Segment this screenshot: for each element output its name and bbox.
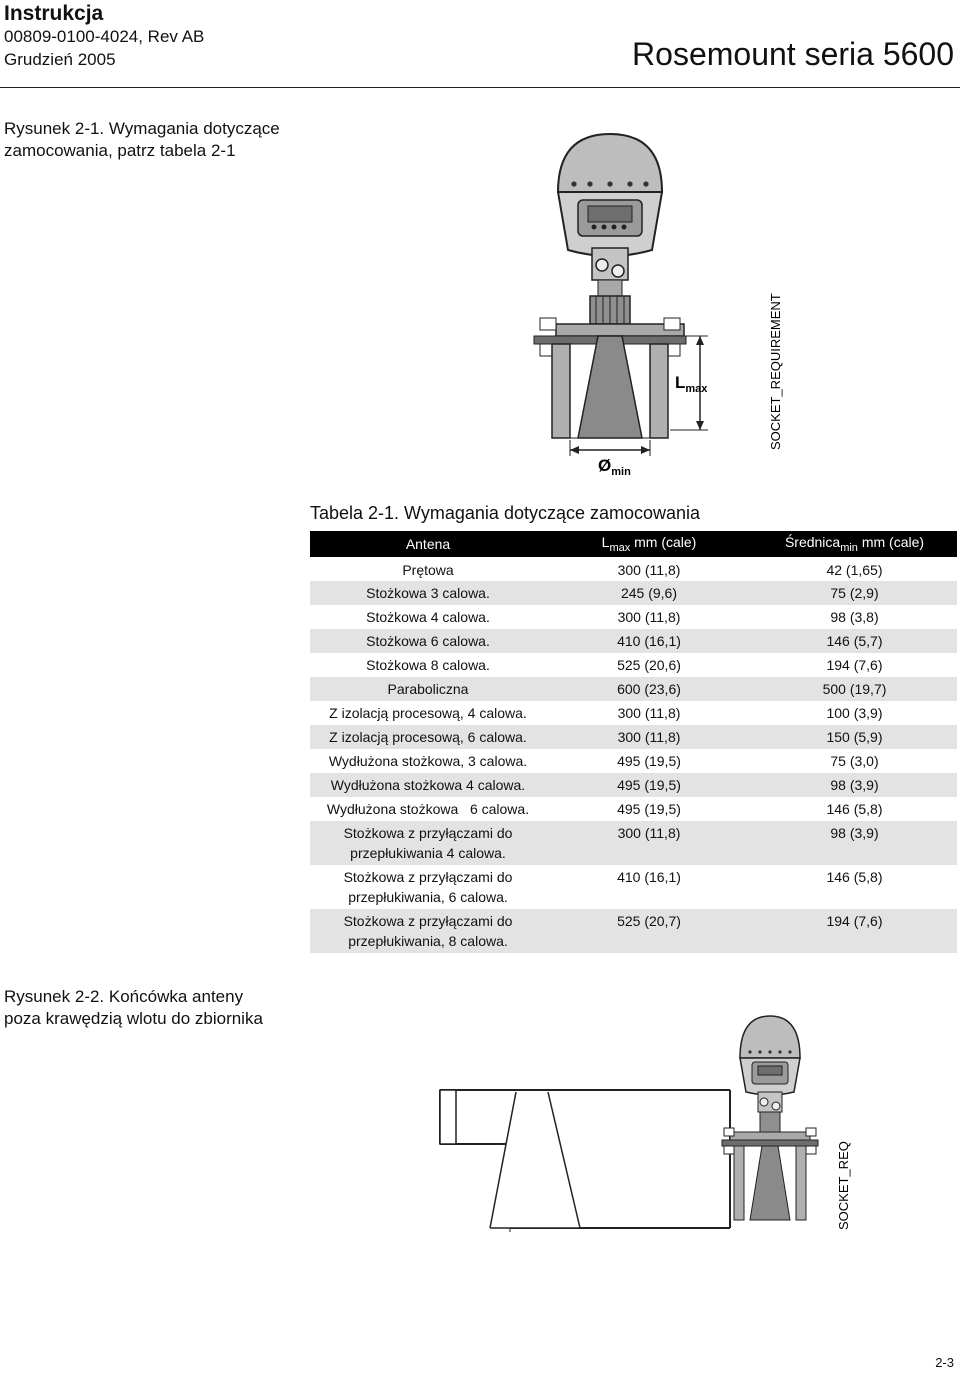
figure2-caption: Rysunek 2-2. Końcówka anteny poza krawędzią wlotu do zbiornika [4,987,263,1028]
table-row: Prętowa 300 (11,8) 42 (1,65) [310,557,957,581]
table-row: Z izolacją procesową, 4 calowa. 300 (11,8) 100 (3,9) [329,705,883,721]
col-dmin: Średnica$_{min}$ mm (cale) [752,531,957,557]
table-row: Z izolacją procesową, 6 calowa. 300 (11,8) 150 (5,9) [310,725,957,749]
figure2-antenna-beyond-socket-diagram [430,1014,870,1234]
figure1-caption: Rysunek 2-1. Wymagania dotyczące zamocowania, patrz tabela 2-1 [4,119,280,160]
col-antenna: Antena [310,531,546,557]
figure2-side-label: SOCKET_REQ [836,1141,851,1230]
tank-nozzle [440,1090,730,1232]
table-row: Stożkowa z przyłączami do przepłukiwania, 8 calowa. 525 (20,7) 194 (7,6) [310,909,957,953]
table-row: Stożkowa 4 calowa. 300 (11,8) 98 (3,8) [366,609,879,625]
figure1-side-label: SOCKET_REQUIREMENT [768,293,783,450]
table-row: Stożkowa z przyłączami do przepłukiwania 4 calowa. 300 (11,8) 98 (3,9) [310,821,957,865]
figure1-mounting-diagram [530,130,790,480]
svg-text:Ømin [598,456,631,478]
doc-type: Instrukcja [4,2,104,25]
table-header-row [310,531,957,557]
svg-text:Lmax [675,373,708,395]
doc-number: 00809-0100-4024, Rev AB [4,27,205,46]
table-row: Wydłużona stożkowa 6 calowa. 495 (19,5) 146 (5,8) [326,801,883,817]
doc-date: Grudzień 2005 [4,50,116,69]
tank-socket [552,336,668,438]
dmin-label: Ø [598,456,612,475]
table-row: Stożkowa 3 calowa. 245 (9,6) 75 (2,9) [310,581,957,605]
lmax-label: L [675,373,686,392]
table-row: Stożkowa z przyłączami do przepłukiwania, 6 calowa. 410 (16,1) 146 (5,8) [343,869,883,905]
product-title: Rosemount seria 5600 [632,36,954,72]
transmitter-small [722,1016,818,1220]
header-divider [0,87,960,88]
dmin-dimension [570,440,650,478]
dmin-label-sub: min [611,466,631,478]
mounting-requirements-table [310,531,957,953]
table-row: Stożkowa 6 calowa. 410 (16,1) 146 (5,7) [310,629,957,653]
page-number: 2-3 [935,1355,954,1370]
document-header [4,2,204,71]
table-caption: Tabela 2-1. Wymagania dotyczące zamocowania [310,503,701,523]
lmax-label-sub: max [685,383,708,395]
table-row: Paraboliczna 600 (23,6) 500 (19,7) [310,677,957,701]
table-row: Wydłużona stożkowa, 3 calowa. 495 (19,5) 75 (3,0) [328,753,879,769]
transmitter-head [558,134,662,324]
table-row: Wydłużona stożkowa 4 calowa. 495 (19,5) 98 (3,9) [310,773,957,797]
table-row: Stożkowa 8 calowa. 525 (20,6) 194 (7,6) [366,657,883,673]
col-lmax: $L_{max}$ mm (cale) [546,531,752,557]
